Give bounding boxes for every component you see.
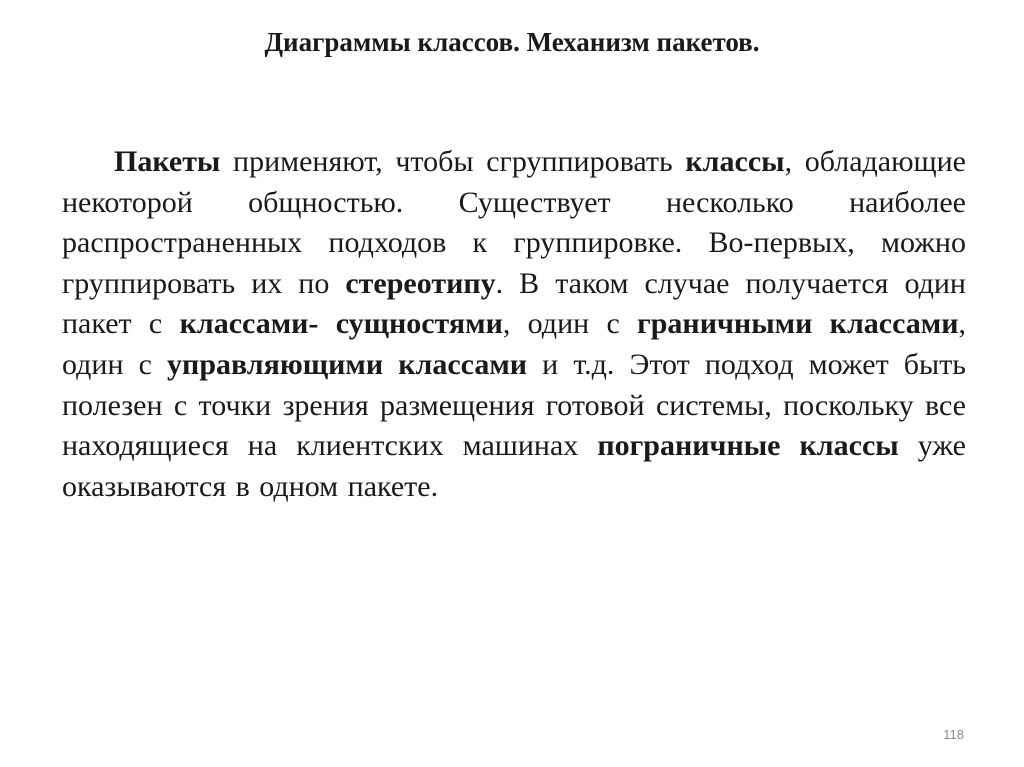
body-paragraph — [62, 142, 966, 507]
term-entity-classes: классами- сущностями — [179, 307, 503, 341]
text-segment: , один с — [62, 307, 966, 381]
text-segment: и т.д. Этот подход может быть полезен с точки зрения размещения готовой системы, поскольку все находящиеся на клиентских машинах — [62, 347, 966, 463]
term-packages: Пакеты — [114, 145, 221, 178]
text-segment: , один с — [502, 307, 638, 341]
text-segment: . В таком случае получается один пакет с — [62, 266, 966, 341]
term-border-classes: пограничные классы — [597, 429, 899, 463]
page-number: 118 — [943, 727, 964, 742]
text-segment: , обладающие некоторой общностью. Существует несколько наиболее распространенных подходов к группировке. Во-первых, можно группировать их по — [62, 145, 966, 300]
text-segment: уже оказываются в одном пакете. — [62, 429, 966, 503]
term-stereotype: стереотипу — [345, 266, 496, 300]
term-control-classes: управляющими классами — [167, 347, 528, 381]
text-segment: применяют, чтобы сгруппировать — [220, 145, 686, 178]
slide-title: Диаграммы классов. Механизм пакетов. — [264, 27, 760, 57]
term-classes: классы — [685, 145, 785, 178]
term-boundary-classes: граничными классами — [637, 307, 959, 341]
